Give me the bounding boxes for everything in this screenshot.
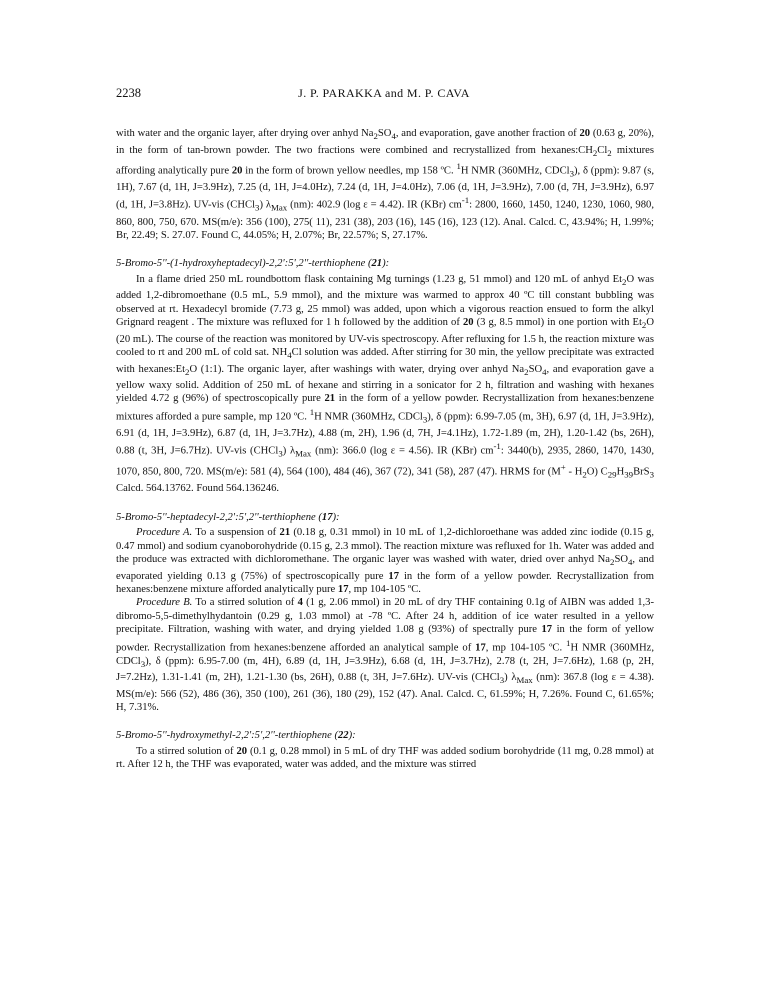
page-number: 2238 — [116, 86, 141, 100]
body-paragraph: Procedure B. To a stirred solution of 4 (1 g, 2.06 mmol) in 20 mL of dry THF containing 0.1g of AIBN was added 1,3-dibromo-5,5-dimethylhydantoin (0.29 g, 1.03 mmol) at -78 ºC. After 24 h, addition of ice water resulted in a yellow precipitate. Filtration, washing with water, and drying yielded 1.08 g (93%) of spectrally pure 17 in the form of yellow powder. Recrystallization from hexanes:benzene afforded an analytical sample of 17, mp 104-105 ºC. $^1$H NMR (360MHz, CDCl$_3$), δ (ppm): 6.95-7.00 (m, 4H), 6.89 (d, 1H, J=3.9Hz), 6.68 (d, 1H, J=3.7Hz), 2.78 (t, 2H, J=7.6Hz), 1.68 (p, 2H, J=7.2Hz), 1.31-1.41 (m, 2H), 1.21-1.30 (bs, 26H), 0.88 (t, 3H, J=7.6Hz). UV-vis (CHCl$_3$) $\lambda_{Max}$ (nm): 367.8 (log ε = 4.38). MS(m/e): 566 (52), 486 (36), 350 (100), 261 (36), 180 (29), 152 (47). Anal. Calcd. C, 61.59%; H, 7.26%. Found C, 61.65%; H, 7.31%. — [116, 597, 654, 713]
body-paragraph: Procedure A. To a suspension of 21 (0.18 g, 0.31 mmol) in 10 mL of 1,2-dichloroethane was added zinc iodide (0.15 g, 0.47 mmol) and sodium cyanoborohydride (0.15 g, 2.3 mmol). The reaction mixture was refluxed for 1h. Water was added and the produce was extracted with dichloromethane. The organic layer was washed with water, dried over anhyd $Na_2SO_4$, and evaporated yielding 0.13 g (75%) of spectroscopically pure 17 in the form of a yellow powder. Recrystallization from hexanes:benzene mixture afforded analytically pure 17, mp 104-105 ºC. — [116, 527, 654, 595]
body-paragraph: In a flame dried 250 mL roundbottom flask containing Mg turnings (1.23 g, 51 mmol) and 120 mL of anhyd $Et_2O$ was added 1,2-dibromoethane (0.5 mL, 5.9 mmol), and the mixture was warmed to approx 40 ºC till constant bubbling was observed at rt. Hexadecyl bromide (7.73 g, 25 mmol) was added, upon which a vigorous reaction ensued to form the alkyl Grignard reagent . The mixture was refluxed for 1 h followed by the addition of 20 (3 g, 8.5 mmol) in one portion with $Et_2O$ (20 mL). The course of the reaction was monitored by UV-vis spectroscopy. After refluxing for 1.5 h, the reaction mixture was cooled to rt and 200 mL of cold sat. $NH_4Cl$ solution was added. After stirring for 30 min, the yellow precipitate was extracted with $hexanes:Et_2O$ (1:1). The organic layer, after washings with water, drying over anhyd $Na_2SO_4$, and evaporation gave a yellow waxy solid. Addition of 250 mL of hexane and stirring in a sonicator for 2 h, filtration and washing with hexanes yielded 4.72 g (96%) of spectroscopically pure 21 in the form of a yellow powder. Recrystallization from hexanes:benzene mixtures afforded a pure sample, mp 120 ºC. $^1$H NMR (360MHz, CDCl$_3$), δ (ppm): 6.99-7.05 (m, 3H), 6.97 (d, 1H, J=3.9Hz), 6.91 (d, 1H, J=3.9Hz), 6.87 (d, 1H, J=3.7Hz), 4.88 (m, 2H), 1.96 (d, 7H, J=4.1Hz), 1.72-1.89 (m, 2H), 1.20-1.42 (bs, 26H), 0.88 (t, 3H, J=6.7Hz). UV-vis (CHCl$_3$) $\lambda_{Max}$ (nm): 366.0 (log ε = 4.56). IR (KBr) $cm^{-1}$: 3440(b), 2935, 2860, 1470, 1430, 1070, 850, 800, 720. MS(m/e): 581 (4), 564 (100), 484 (46), 367 (72), 341 (58), 287 (47). HRMS for $(M^+ - H_2O)$ $C_{29}H_{39}BrS_3$ Calcd. 564.13762. Found 564.136246. — [116, 273, 655, 495]
section-heading: 5-Bromo-5''-(1-hydroxyheptadecyl)-2,2':5',2''-terthiophene (21): — [116, 258, 390, 270]
body-paragraph: with water and the organic layer, after drying over anhyd $Na_2SO_4$, and evaporation, gave another fraction of 20 (0.63 g, 20%), in the form of tan-brown powder. The two fractions were combined and recrystallized from $hexanes:CH_2Cl_2$ mixtures affording analytically pure 20 in the form of brown yellow needles, mp 158 ºC. $^1$H NMR (360MHz, CDCl$_3$), δ (ppm): 9.87 (s, 1H), 7.67 (d, 1H, J=3.9Hz), 7.25 (d, 1H, J=4.0Hz), 7.24 (d, 1H, J=4.0Hz), 7.06 (d, 1H, J=3.9Hz), 7.00 (d, 7H, J=3.9Hz), 6.97 (d, 1H, J=3.8Hz). UV-vis (CHCl$_3$) $\lambda_{Max}$ (nm): 402.9 (log ε = 4.42). IR (KBr) $cm^{-1}$: 2800, 1660, 1450, 1240, 1230, 1060, 980, 860, 800, 750, 670. MS(m/e): 356 (100), 275( 11), 231 (38), 203 (16), 145 (16), 123 (12). Anal. Calcd. C, 43.94%; H, 1.99%; Br, 22.49; S. 27.07. Found C, 44.05%; H, 2.07%; Br, 22.57%; S, 27.17%. — [116, 128, 654, 241]
running-head: J. P. PARAKKA and M. P. CAVA — [298, 86, 470, 100]
section-heading: 5-Bromo-5''-hydroxymethyl-2,2':5',2''-terthiophene (22): — [116, 730, 356, 742]
body-paragraph: To a stirred solution of 20 (0.1 g, 0.28 mmol) in 5 mL of dry THF was added sodium borohydride (11 mg, 0.28 mmol) at rt. After 12 h, the THF was evaporated, water was added, and the mixture was stirred — [116, 745, 654, 771]
section-heading: 5-Bromo-5''-heptadecyl-2,2':5',2''-terthiophene (17): — [116, 511, 340, 523]
page-header — [116, 86, 652, 104]
article-body — [116, 127, 654, 772]
